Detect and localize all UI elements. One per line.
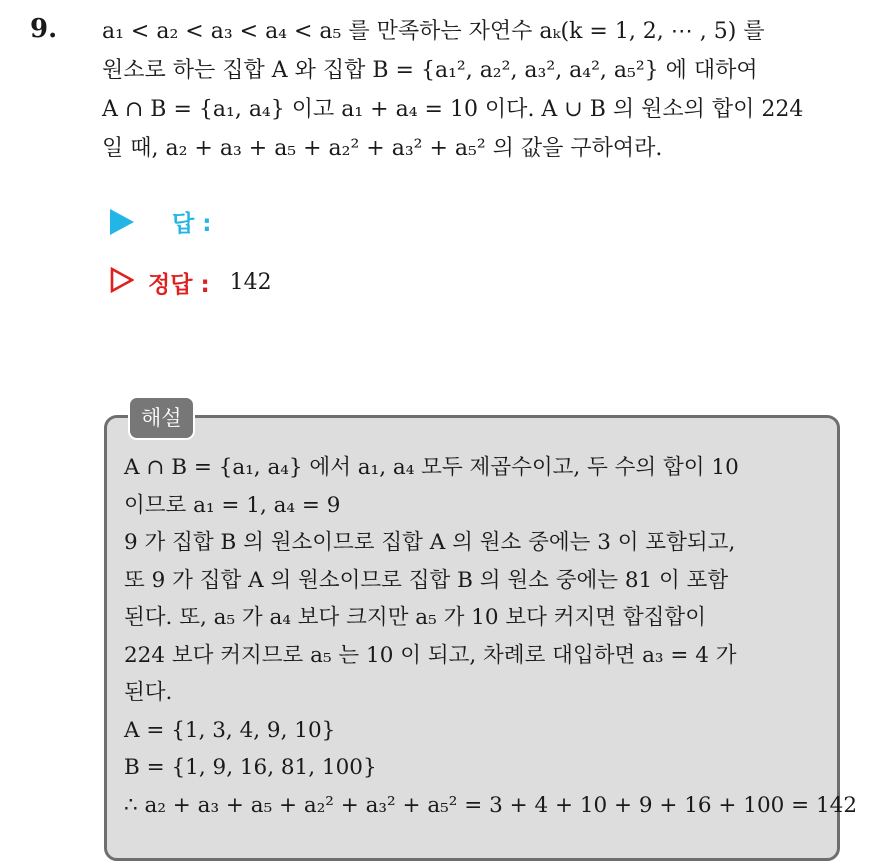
solution-line: 224 보다 커지므로 a₅ 는 10 이 되고, 차례로 대입하면 a₃ = 4 가 [124,642,737,668]
solution-line: A ∩ B = {a₁, a₄} 에서 a₁, a₄ 모두 제곱수이고, 두 수의 합이 10 [124,455,739,480]
answer-label: 답 : [172,211,212,237]
solution-text [124,449,858,824]
correct-answer-row [110,266,272,299]
solution-line: A = {1, 3, 4, 9, 10} [124,717,336,743]
outline-triangle-icon [110,267,134,299]
question-line: 원소로 하는 집합 A 와 집합 B = {a₁², a₂², a₃², a₄², a₅²} 에 대하여 [102,58,758,83]
solution-line: 9 가 집합 B 의 원소이므로 집합 A 의 원소 중에는 3 이 포함되고, [124,530,736,555]
solution-line: 된다. 또, a₅ 가 a₄ 보다 크지만 a₅ 가 10 보다 커지면 합집합이 [124,605,706,630]
solution-line: 또 9 가 집합 A 의 원소이므로 집합 B 의 원소 중에는 81 이 포함 [124,567,729,593]
question-line: 일 때, a₂ + a₃ + a₅ + a₂² + a₃² + a₅² 의 값을 구하여라. [102,136,663,161]
solution-line: ∴ a₂ + a₃ + a₅ + a₂² + a₃² + a₅² = 3 + 4 + 10 + 9 + 16 + 100 = 142 [124,792,858,818]
solution-line: B = {1, 9, 16, 81, 100} [124,755,377,780]
solution-tab: 해설 [128,396,195,440]
question-line: a₁ < a₂ < a₃ < a₄ < a₅ 를 만족하는 자연수 aₖ(k = 1, 2, ⋯ , 5) 를 [102,19,765,44]
answer-row [110,205,211,238]
solution-line: 이므로 a₁ = 1, a₄ = 9 [124,492,341,518]
question-text [102,12,864,168]
correct-answer-value: 142 [229,270,272,295]
correct-answer-label: 정답 : [148,272,210,298]
play-triangle-icon [110,209,134,235]
question-line: A ∩ B = {a₁, a₄} 이고 a₁ + a₄ = 10 이다. A ∪ B 의 원소의 합이 224 [102,97,804,122]
question-number: 9. [30,14,58,44]
solution-line: 된다. [124,680,173,705]
